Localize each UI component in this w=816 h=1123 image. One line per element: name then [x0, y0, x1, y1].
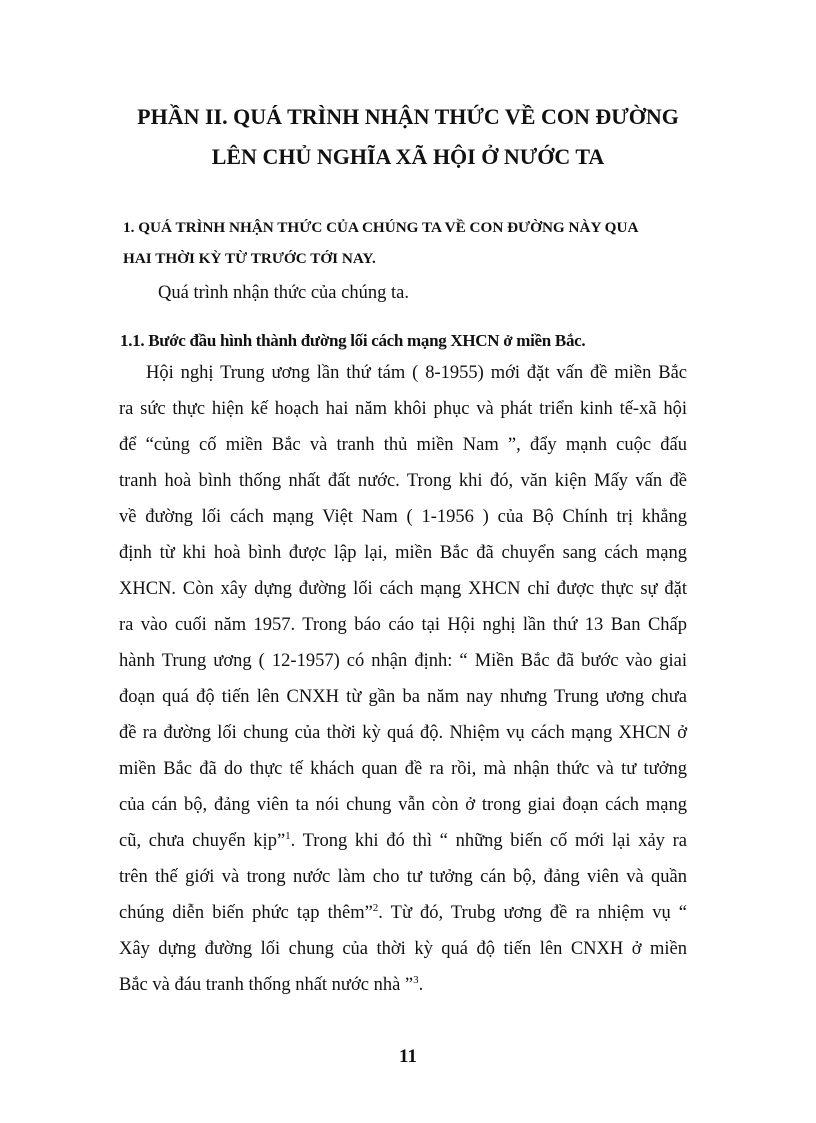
body-text-segment: Bắc và đáu tranh thống nhất nước nhà ” [119, 975, 414, 995]
body-text-segment: cũ, chưa chuyển kịp” [119, 831, 286, 851]
body-line: định từ khi hoà bình được lập lại, miền Bắc đã chuyển sang cách mạng [119, 543, 687, 563]
page-title-line-2: LÊN CHỦ NGHĨA XÃ HỘI Ở NƯỚC TA [211, 144, 605, 169]
footnote-ref-3: 3 [413, 973, 419, 986]
subsection-heading: 1.1. Bước đầu hình thành đường lối cách mạng XHCN ở miền Bắc. [120, 331, 586, 350]
body-line [119, 895, 687, 931]
body-line: của cán bộ, đảng viên ta nói chung vẫn còn ở trong giai đoạn cách mạng [119, 795, 687, 815]
body-line: Xây dựng đường lối chung của thời kỳ quá độ tiến lên CNXH ở miền [119, 939, 687, 959]
body-line: hành Trung ương ( 12-1957) có nhận định: “ Miền Bắc đã bước vào giai [119, 651, 687, 671]
section-intro: Quá trình nhận thức của chúng ta. [158, 283, 409, 303]
footnote-ref-2: 2 [372, 901, 379, 914]
page-title [100, 97, 716, 177]
body-text-segment: chúng diễn biến phức tạp thêm” [119, 903, 373, 923]
body-line: XHCN. Còn xây dựng đường lối cách mạng XHCN chỉ được thực sự đặt [119, 579, 687, 599]
body-line: trên thế giới và trong nước làm cho tư tưởng cán bộ, đảng viên và quần [119, 867, 687, 887]
body-line: miền Bắc đã do thực tế khách quan đề ra rồi, mà nhận thức và tư tưởng [119, 759, 687, 779]
body-line: Hội nghị Trung ương lần thứ tám ( 8-1955) mới đặt vấn đề miền Bắc [146, 363, 687, 383]
section-heading-line-1: 1. QUÁ TRÌNH NHẬN THỨC CỦA CHÚNG TA VỀ CON ĐƯỜNG NÀY QUA [123, 219, 639, 236]
page-title-line-1: PHẦN II. QUÁ TRÌNH NHẬN THỨC VỀ CON ĐƯỜNG [137, 104, 679, 129]
body-text-segment: . [418, 975, 424, 995]
body-text-segment: . Từ đó, Trubg ương đề ra nhiệm vụ “ [378, 903, 687, 923]
body-line [119, 823, 687, 859]
body-line [119, 967, 687, 1003]
body-paragraph [119, 355, 687, 1003]
page-number: 11 [399, 1046, 417, 1067]
body-line: để “củng cố miền Bắc và tranh thủ miền Nam ”, đẩy mạnh cuộc đấu [119, 435, 687, 455]
body-line: ra vào cuối năm 1957. Trong báo cáo tại Hội nghị lần thứ 13 Ban Chấp [119, 615, 687, 635]
section-heading [123, 212, 693, 274]
body-text-segment: . Trong khi đó thì “ những biến cố mới lại xảy ra [290, 831, 687, 851]
footnote-ref-1: 1 [285, 829, 291, 842]
body-line: về đường lối cách mạng Việt Nam ( 1-1956 ) của Bộ Chính trị khẳng [119, 507, 687, 527]
body-line: ra sức thực hiện kế hoạch hai năm khôi phục và phát triển kinh tế-xã hội [119, 399, 687, 419]
body-line: đoạn quá độ tiến lên CNXH từ gần ba năm nay nhưng Trung ương chưa [119, 687, 687, 707]
body-line: đề ra đường lối chung của thời kỳ quá độ. Nhiệm vụ cách mạng XHCN ở [119, 723, 687, 743]
section-heading-line-2: HAI THỜI KỲ TỪ TRƯỚC TỚI NAY. [123, 250, 376, 267]
body-line: tranh hoà bình thống nhất đất nước. Trong khi đó, văn kiện Mấy vấn đề [119, 471, 687, 491]
